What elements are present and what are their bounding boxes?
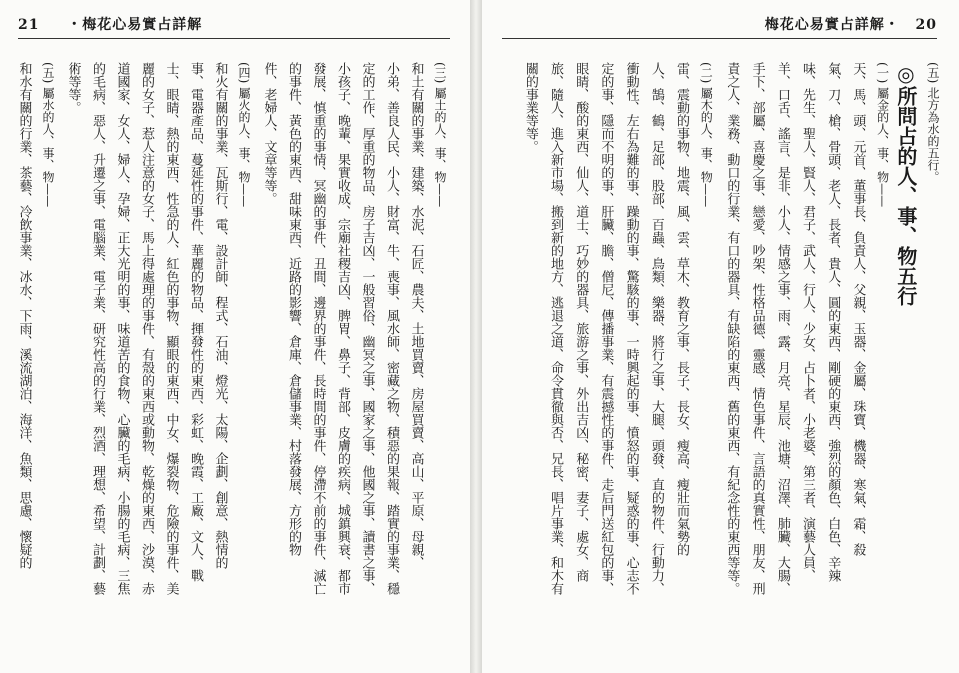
- text-column: 和水有關的行業、茶藝、冷飲事業、冰水、下雨、溪流湖泊、海洋、魚類、思慮、懷疑的: [16, 62, 32, 569]
- book-title-left: ・梅花心易實占詳解: [67, 17, 203, 33]
- text-column: 件、老婦人、文章等等。: [261, 62, 277, 205]
- text-column: 旅、隨人、進入新市場、搬到新的地方、逃退之道、命令貫徹與否、兄長、唱片事業、和木有: [548, 62, 563, 595]
- text-column: 士、眼睛、熱的東西、性急的人、紅色的事物、顯眼的東西、中女、爆裂物、危險的事件、美: [163, 62, 179, 595]
- page-number-right: 20: [915, 17, 937, 33]
- section-heading: (四) 屬火的人、事、物——: [237, 62, 251, 208]
- section-heading: (一) 屬金的人、事、物——: [875, 62, 890, 208]
- text-column: 道國家、女人、婦人、孕婦、正大光明的事、味道苦的食物、心臟的毛病、小腸的毛病、三焦: [114, 62, 130, 595]
- text-column: 定的工作、厚重的物品、房子吉凶、一般習俗、幽冥之事、國家之事、他國之事、讀書之事、: [359, 62, 375, 595]
- page-number-left: 21: [18, 17, 40, 33]
- text-column: 小孩子、晚輩、果實收成、宗廟社稷吉凶、脾胃、鼻子、背部、皮膚的疾病、城鎮興衰、都市: [335, 62, 350, 595]
- section-heading: (三) 屬土的人、事、物——: [433, 62, 447, 208]
- text-column: 雷、震動的事物、地震、風、雲、草木、教育之事、長子、長女、瘦高、瘦壯而氣勢的: [674, 62, 689, 556]
- text-column: 眼睛、酸的東西、仙人、道士、巧妙的器具、旅游之事、外出吉凶、秘密、妻子、處女、商: [573, 62, 589, 582]
- right-page: [482, 0, 959, 673]
- text-column: 責之人、業務、動口的行業、有口的器具、有缺陷的東西、舊的東西、有紀念性的東西等等。: [724, 62, 740, 595]
- book-gutter: [470, 0, 482, 673]
- book-title-right: 梅花心易實占詳解・: [764, 17, 900, 33]
- text-column: 關的事業等等。: [522, 62, 538, 153]
- chapter-heading: ◎所問占的人、事、物五行: [893, 62, 918, 306]
- text-column: 麗的女子、惹人注意的女子、馬上得處理的事件、有殼的東西或動物、乾燥的東西、沙漠、赤: [139, 62, 154, 595]
- section-heading: (五) 屬水的人、事、物——: [41, 62, 55, 208]
- text-column: 天、馬、頭、元首、董事長、負責人、父親、玉器、金屬、珠寶、機器、寒氣、霜、殺: [850, 62, 866, 556]
- header-rule-right: [502, 38, 937, 39]
- text-column: 味、先生、聖人、賢人、君子、武人、行人、少女、占卜者、小老婆、第三者、演藝人員、: [800, 62, 815, 582]
- text-column: 羊、口舌、謠言、是非、小人、情感之事、雨、露、月亮、星辰、池塘、沼澤、肺臟、大腸、: [774, 62, 790, 595]
- text-column: 和火有關的事業、瓦斯行、電、設計師、程式、石油、燈光、太陽、企劃、創意、熱情的: [212, 62, 228, 569]
- text-column: 的事件、黃色的東西、甜味東西、近路的影響、倉庫、倉儲事業、村落發展、方形的物: [286, 62, 301, 556]
- text-column: 術等等。: [65, 62, 81, 114]
- text-column: 手下、部屬、喜慶之事、戀愛、吵架、性格品德、靈感、情色事件、言語的真實性、朋友、刑: [749, 62, 765, 595]
- text-column: 衝動性、左右為難的事、躁動的事、驚駭的事、一時興起的事、憤怒的事、疑惑的事、心志不: [623, 62, 639, 595]
- page-header-right: [765, 14, 937, 34]
- text-column: 小弟、善良人民、小人、財富、牛、喪事、風水師、密藏之物、積惡的果報、踏實的事業、穩: [384, 62, 399, 595]
- text-column: 和土有關的事業、建築、水泥、石匠、農夫、土地買賣、房屋買賣、高山、平原、母親、: [408, 62, 424, 569]
- text-column: 發展、慎重的事情、冥幽的事件、丑間、邊界的事件、長時間的事件、停滯不前的事件、滅亡: [310, 62, 326, 595]
- text-column: 的毛病、惡人、升遷之事、電腦業、電子業、研究性高的行業、烈酒、理想、希望、計劃、藝: [90, 62, 105, 595]
- text-column: 人、鵠、鶴、足部、股部、百蟲、鳥類、樂器、將行之事、大腿、頭發、直的物件、行動力、: [648, 62, 664, 595]
- section-heading: (二) 屬木的人、事、物——: [699, 62, 714, 208]
- text-column: 事、電器產品、蔓延性的事件、華麗的物品、揮發性的東西、彩虹、晚霞、工廠、文人、戰: [188, 62, 203, 582]
- header-rule-left: [18, 38, 450, 39]
- text-column: 定的事、隱而不明的事、肝臟、膽、僧尼、傳播事業、有震撼性的事件、走后門送紅包的事、: [598, 62, 614, 595]
- section-heading: (五) 北方為水的五行。: [926, 62, 940, 184]
- text-column: 氣、刀、槍、骨頭、老人、長者、貴人、圓的東西、剛硬的東西、強烈的顏色、白色、辛辣: [825, 62, 841, 582]
- page-header-left: [18, 14, 202, 34]
- left-page: [0, 0, 470, 673]
